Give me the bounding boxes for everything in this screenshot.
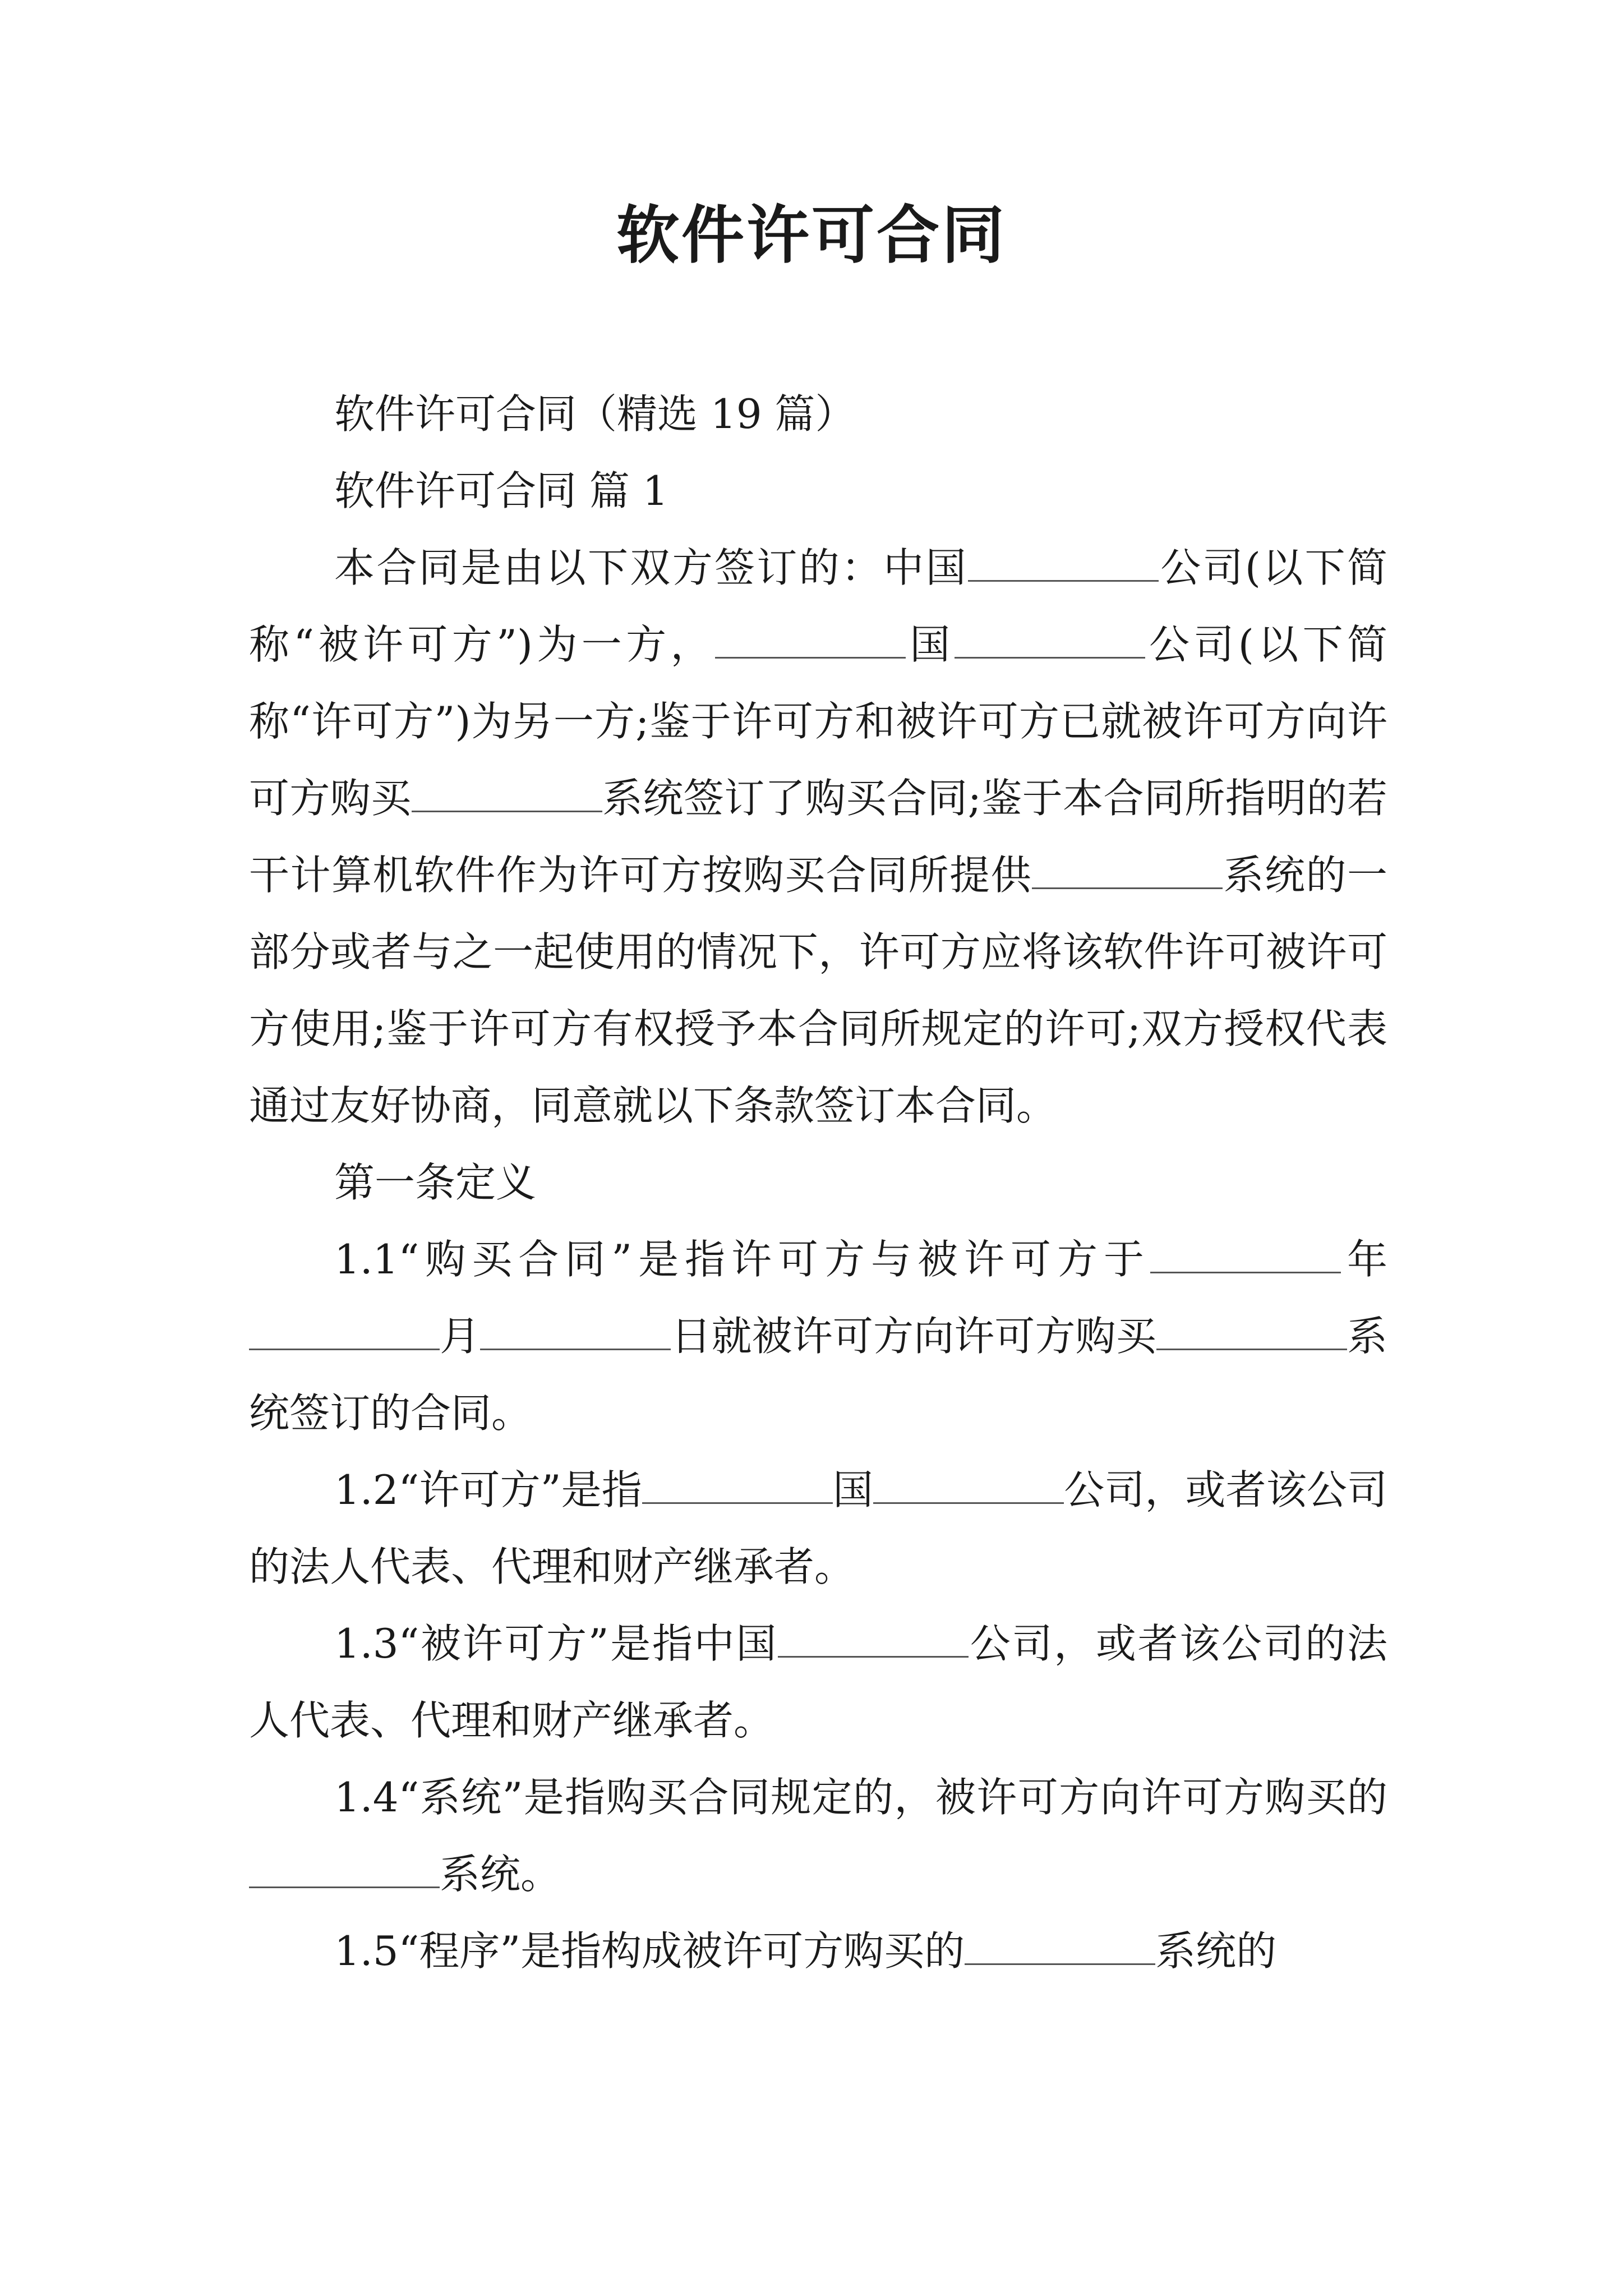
fill-in-blank: [1150, 1238, 1341, 1273]
paragraph: [249, 453, 1387, 530]
paragraph-text: 公司，或者该公司的法人代表、代理和财产继承者。: [249, 1466, 1387, 1590]
paragraph: [249, 1759, 1387, 1913]
paragraph-text: 软件许可合同（精选 19 篇）: [334, 390, 856, 438]
paragraph: [249, 1452, 1387, 1605]
paragraph: [249, 530, 1387, 1144]
paragraph-text: 系统签订了购买合同;鉴于本合同所指明的若干计算机软件作为许可方按购买合同所提供: [249, 775, 1387, 899]
paragraph-text: 公司(以下简称“许可方”)为另一方;鉴于许可方和被许可方已就被许可方向许可方购买: [249, 621, 1387, 822]
fill-in-blank: [249, 1315, 440, 1350]
paragraph: [249, 1605, 1387, 1759]
fill-in-blank: [968, 546, 1159, 582]
paragraph-text: 1.3“被许可方”是指中国: [334, 1620, 778, 1667]
fill-in-blank: [642, 1469, 833, 1504]
paragraph-text: 月: [440, 1313, 481, 1360]
paragraph-text: 第一条定义: [334, 1159, 537, 1206]
fill-in-blank: [1156, 1315, 1347, 1350]
paragraph-text: 软件许可合同 篇 1: [334, 467, 668, 514]
paragraph: [249, 376, 1387, 453]
fill-in-blank: [873, 1469, 1064, 1504]
document-body: [249, 376, 1387, 1990]
fill-in-blank: [1032, 854, 1223, 889]
paragraph-text: 系统签订的合同。: [249, 1313, 1387, 1437]
paragraph-text: 系统。: [440, 1851, 561, 1898]
paragraph-text: 系统的一部分或者与之一起使用的情况下，许可方应将该软件许可被许可方使用;鉴于许可方有权授予本合同所规定的许可;双方授权代表通过友好协商，同意就以下条款签订本合同。: [249, 852, 1387, 1129]
fill-in-blank: [480, 1315, 671, 1350]
paragraph-text: 公司(以下简称“被许可方”)为一方，: [249, 544, 1387, 668]
fill-in-blank: [955, 623, 1145, 659]
paragraph-text: 国: [832, 1466, 874, 1513]
paragraph-text: 国: [905, 621, 955, 668]
fill-in-blank: [412, 777, 602, 812]
paragraph: [249, 1913, 1387, 1990]
paragraph-text: 1.1“购买合同”是指许可方与被许可方于: [334, 1236, 1150, 1283]
paragraph-text: 年: [1341, 1236, 1387, 1283]
fill-in-blank: [715, 623, 906, 659]
fill-in-blank: [778, 1622, 969, 1658]
document-title: 软件许可合同: [616, 199, 1007, 272]
paragraph-text: 系统的: [1155, 1927, 1277, 1975]
paragraph-text: 1.4“系统”是指购买合同规定的，被许可方向许可方购买的: [334, 1774, 1387, 1821]
paragraph-text: 日就被许可方向许可方购买: [671, 1313, 1156, 1360]
paragraph-text: 公司，或者该公司的法人代表、代理和财产继承者。: [249, 1620, 1387, 1744]
fill-in-blank: [965, 1930, 1155, 1965]
paragraph: [249, 1144, 1387, 1221]
paragraph-text: 1.2“许可方”是指: [334, 1466, 642, 1513]
fill-in-blank: [249, 1853, 440, 1888]
paragraph-text: 1.5“程序”是指构成被许可方购买的: [334, 1927, 965, 1975]
paragraph-text: 本合同是由以下双方签订的：中国: [334, 544, 968, 591]
paragraph: [249, 1221, 1387, 1452]
